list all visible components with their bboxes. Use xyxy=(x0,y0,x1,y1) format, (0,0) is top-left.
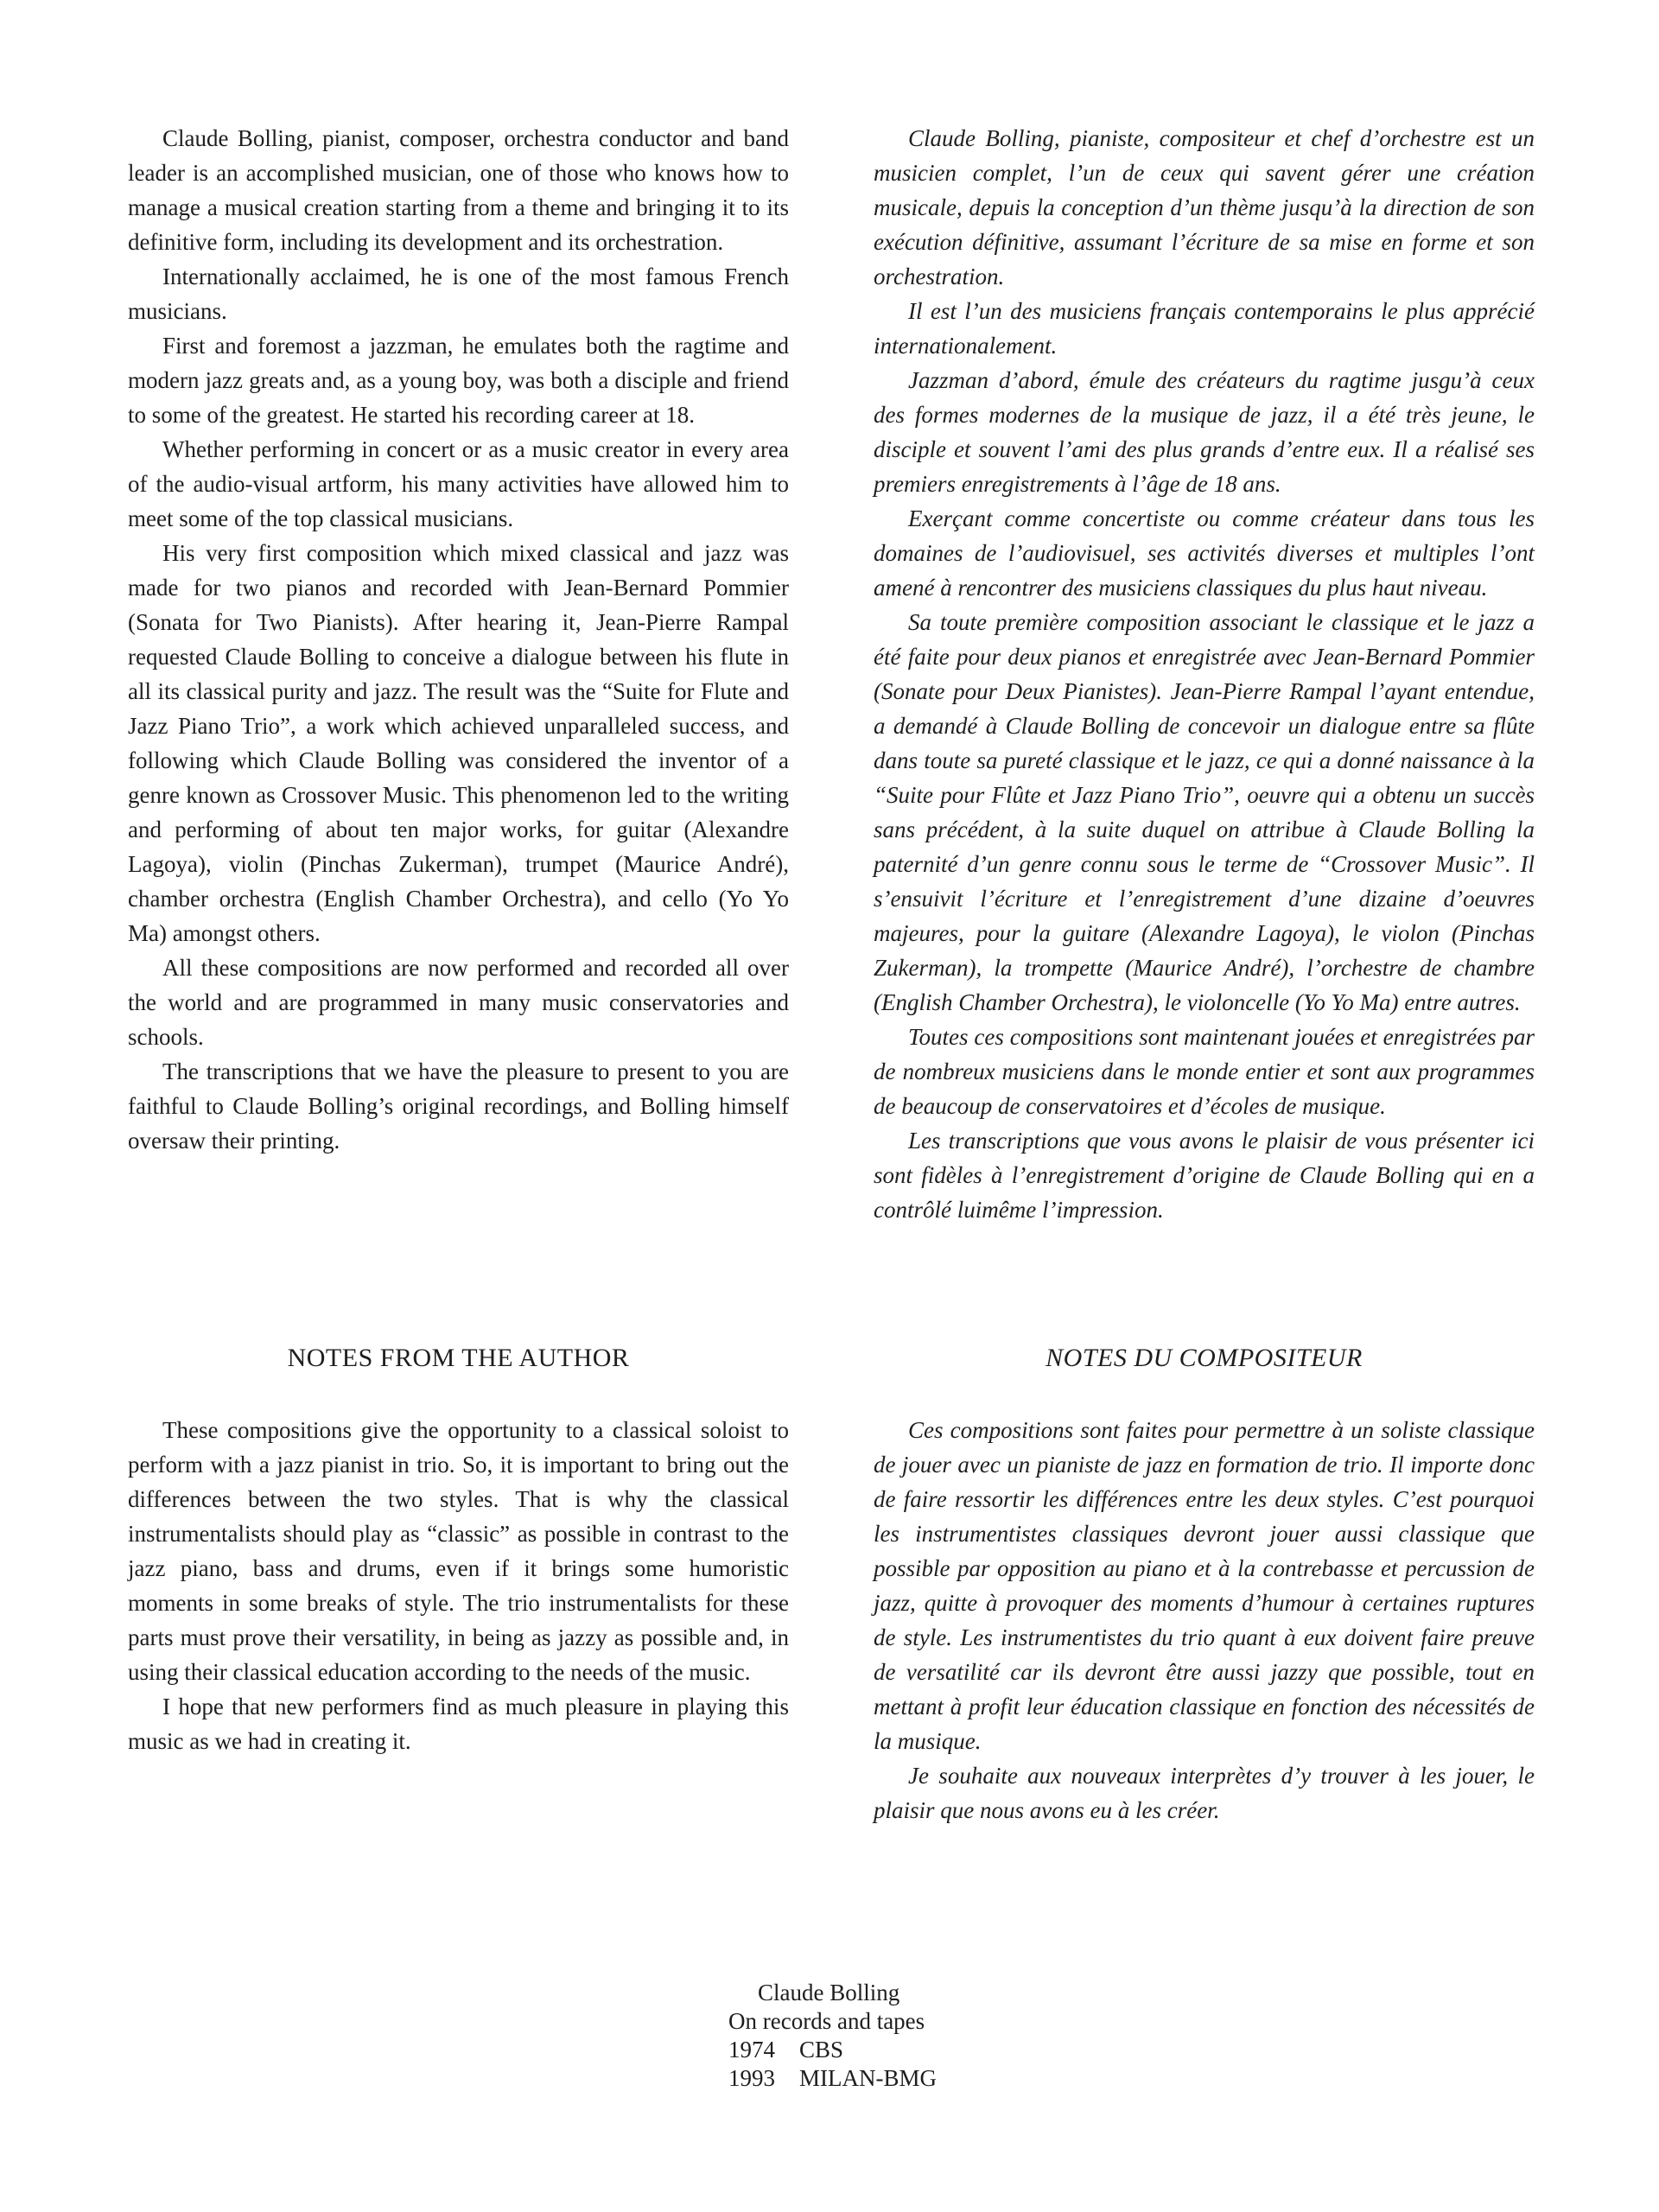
notes-fr-paragraph: Ces compositions sont faites pour permettre à un soliste classique de jouer avec un pianiste de jazz en formation de trio. Il importe donc de faire ressortir les différences entre les deux styles. C’est pourquoi les instrumentistes classiques devront jouer aussi classique que possible par opposition au piano et à la contrebasse et percussion de jazz, quitte à provoquer des moments d’humour à certaines ruptures de style. Les instrumentistes du trio quant à eux doivent faire preuve de versatilité car ils devront être aussi jazzy que possible, tout en mettant à profit leur éducation classique en fonction des nécessités de la musique. xyxy=(874,1417,1535,1754)
credits-name: Claude Bolling xyxy=(758,1980,900,2005)
intro-english xyxy=(128,121,789,1158)
release-year: 1993 xyxy=(728,2065,775,2091)
intro-fr-paragraph: Claude Bolling, pianiste, compositeur et chef d’orchestre est un musicien complet, l’un de ceux qui savent gérer une création musicale, depuis la conception d’un thème jusqu’à la direction de son exécution définitive, assumant l’écriture de sa mise en forme et son orchestration. xyxy=(874,125,1535,289)
intro-en-paragraph: All these compositions are now performed and recorded all over the world and are programmed in many music conservatories and schools. xyxy=(128,955,789,1050)
intro-en-paragraph: His very first composition which mixed classical and jazz was made for two pianos and recorded with Jean-Bernard Pommier (Sonata for Two Pianists). After hearing it, Jean-Pierre Rampal requested Claude Bolling to conceive a dialogue between his flute in all its classical purity and jazz. The result was the “Suite for Flute and Jazz Piano Trio”, a work which achieved unparalleled success, and following which Claude Bolling was considered the inventor of a genre known as Crossover Music. This phenomenon led to the writing and performing of about ten major works, for guitar (Alexandre Lagoya), violin (Pinchas Zukerman), trumpet (Maurice André), chamber orchestra (English Chamber Orchestra), and cello (Yo Yo Ma) amongst others. xyxy=(128,540,789,946)
notes-fr-paragraph: Je souhaite aux nouveaux interprètes d’y trouver à les jouer, le plaisir que nous avons eu à les créer. xyxy=(874,1763,1535,1823)
release-row xyxy=(728,2036,937,2064)
notes-english xyxy=(128,1413,789,1758)
credits-block xyxy=(728,1979,937,2093)
release-label: MILAN-BMG xyxy=(799,2065,937,2091)
intro-fr-paragraph: Jazzman d’abord, émule des créateurs du ragtime jusgu’à ceux des formes modernes de la musique de jazz, il a été très jeune, le disciple et souvent l’ami des plus grands d’entre eux. Il a réalisé ses premiers enregistrements à l’âge de 18 ans. xyxy=(874,367,1535,497)
intro-french xyxy=(874,121,1535,1227)
release-label: CBS xyxy=(799,2037,844,2063)
notes-heading-french: NOTES DU COMPOSITEUR xyxy=(1046,1344,1363,1372)
intro-fr-paragraph: Toutes ces compositions sont maintenant jouées et enregistrées par de nombreux musiciens dans le monde entier et sont aux programmes de beaucoup de conservatoires et d’écoles de musique. xyxy=(874,1024,1535,1119)
notes-french xyxy=(874,1413,1535,1827)
intro-en-paragraph: First and foremost a jazzman, he emulates both the ragtime and modern jazz greats and, as a young boy, was both a disciple and friend to some of the greatest. He started his recording career at 18. xyxy=(128,333,789,428)
intro-en-paragraph: The transcriptions that we have the pleasure to present to you are faithful to Claude Bolling’s original recordings, and Bolling himself oversaw their printing. xyxy=(128,1058,789,1154)
intro-en-paragraph: Claude Bolling, pianist, composer, orchestra conductor and band leader is an accomplished musician, one of those who knows how to manage a musical creation starting from a theme and bringing it to its definitive form, including its development and its orchestration. xyxy=(128,125,789,255)
notes-en-paragraph: I hope that new performers find as much pleasure in playing this music as we had in creating it. xyxy=(128,1694,789,1754)
intro-fr-paragraph: Exerçant comme concertiste ou comme créateur dans tous les domaines de l’audiovisuel, ses activités diverses et multiples l’ont amené à rencontrer des musiciens classiques du plus haut niveau. xyxy=(874,505,1535,601)
release-row xyxy=(728,2064,937,2093)
intro-en-paragraph: Internationally acclaimed, he is one of the most famous French musicians. xyxy=(128,264,789,324)
intro-fr-paragraph: Les transcriptions que vous avons le plaisir de vous présenter ici sont fidèles à l’enregistrement d’origine de Claude Bolling qui en a contrôlé luimême l’impression. xyxy=(874,1128,1535,1223)
intro-fr-paragraph: Il est l’un des musiciens français contemporains le plus apprécié internationalement. xyxy=(874,298,1535,359)
notes-heading-english: NOTES FROM THE AUTHOR xyxy=(287,1344,630,1372)
credits-subtitle: On records and tapes xyxy=(728,2008,925,2034)
release-year: 1974 xyxy=(728,2037,775,2063)
intro-en-paragraph: Whether performing in concert or as a music creator in every area of the audio-visual artform, his many activities have allowed him to meet some of the top classical musicians. xyxy=(128,436,789,531)
intro-fr-paragraph: Sa toute première composition associant le classique et le jazz a été faite pour deux pianos et enregistrée avec Jean-Bernard Pommier (Sonate pour Deux Pianistes). Jean-Pierre Rampal l’ayant entendue, a demandé à Claude Bolling de concevoir un dialogue entre sa flûte dans toute sa pureté classique et le jazz, ce qui a donné naissance à la “Suite pour Flûte et Jazz Piano Trio”, oeuvre qui a obtenu un succès sans précédent, à la suite duquel on attribue à Claude Bolling la paternité d’un genre connu sous le terme de “Crossover Music”. Il s’ensuivit l’écriture et l’enregistrement d’une dizaine d’oeuvres majeures, pour la guitare (Alexandre Lagoya), le violon (Pinchas Zukerman), la trompette (Maurice André), l’orchestre de chambre (English Chamber Orchestra), le violoncelle (Yo Yo Ma) entre autres. xyxy=(874,609,1535,1015)
notes-en-paragraph: These compositions give the opportunity to a classical soloist to perform with a jazz pianist in trio. So, it is important to bring out the differences between the two styles. That is why the classical instrumentalists should play as “classic” as possible in contrast to the jazz piano, bass and drums, even if it brings some humoristic moments in some breaks of style. The trio instrumentalists for these parts must prove their versatility, in being as jazzy as possible and, in using their classical education according to the needs of the music. xyxy=(128,1417,789,1685)
